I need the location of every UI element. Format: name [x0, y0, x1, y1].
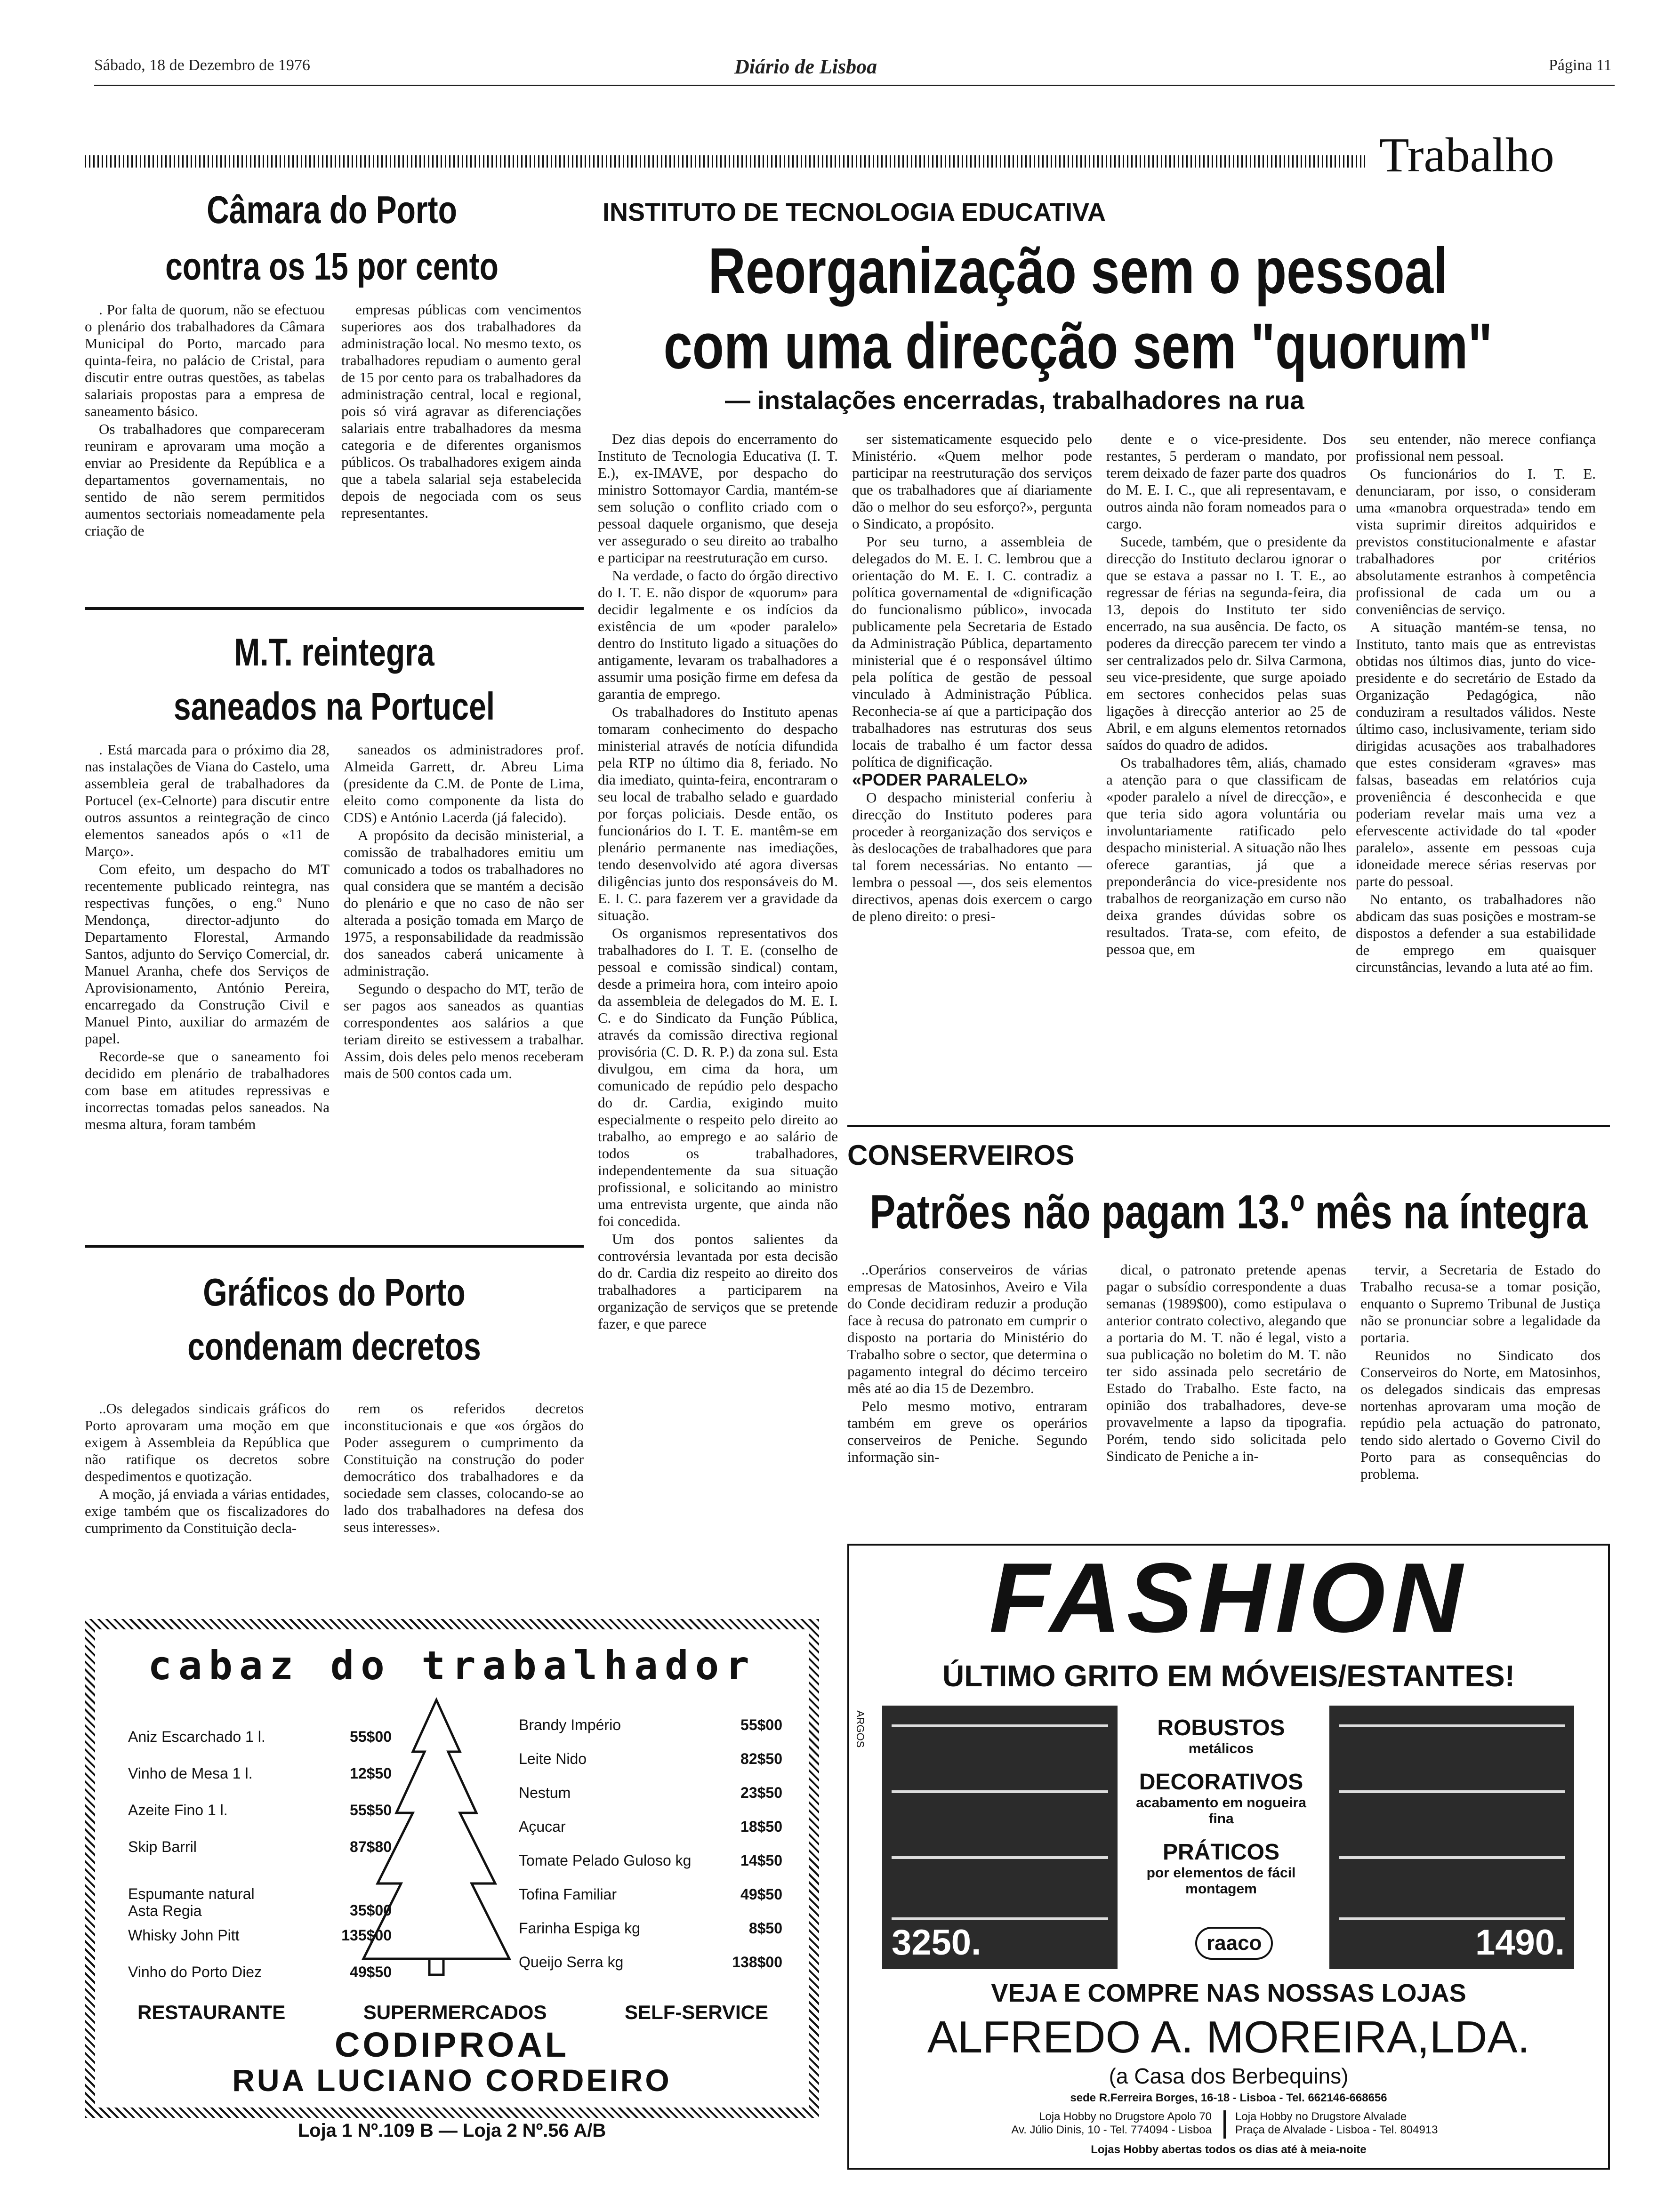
item-price: 55$50: [350, 1802, 392, 1819]
list-item: [519, 1818, 782, 1852]
shelf: [1339, 1917, 1565, 1920]
ad-cabaz-list-left: [128, 1728, 392, 2000]
paragraph: A moção, já enviada a várias entidades, exige também que os fiscalizadores do cumprimento da Constituição decla-: [85, 1486, 330, 1536]
ad-fashion-title: FASHION: [989, 1542, 1468, 1653]
ad-cabaz-list-right: [519, 1716, 782, 1988]
divider: [1223, 2110, 1226, 2139]
ad-fashion-features: [1122, 1715, 1320, 1897]
ad-cabaz-title: cabaz do trabalhador: [148, 1643, 756, 1689]
ad-cabaz-brand: CODIPROAL: [335, 2025, 569, 2064]
item-name: Tomate Pelado Guloso kg: [519, 1852, 692, 1869]
shelf: [1339, 1856, 1565, 1859]
item-name: Tofina Familiar: [519, 1886, 617, 1903]
shelf: [892, 1724, 1108, 1727]
paragraph: saneados os administradores prof. Almeida Garrett, dr. Abreu Lima (presidente da C.M. de Ponte de Lima, eleito como componente da lista do CDS) e António Lacerda (já falecido).: [344, 741, 584, 825]
conserveiros-kicker: CONSERVEIROS: [847, 1139, 1075, 1171]
paragraph: Um dos pontos salientes da controvérsia levantada por esta decisão do dr. Cardia diz respeito ao direito dos trabalhadores a participarem na organização de serviços que se pretende fazer, e que parece: [598, 1231, 838, 1332]
masthead-rule: [94, 85, 1615, 86]
list-item: [128, 1802, 392, 1838]
item-price: 55$00: [350, 1728, 392, 1745]
shelf-photo-left: [882, 1706, 1118, 1969]
ad-fashion-side-label: ARGOS: [854, 1710, 866, 1748]
ad-cabaz: [85, 1619, 819, 2118]
mt-headline-2: saneados na Portucel: [173, 684, 495, 728]
graficos-headline-2: condenam decretos: [187, 1324, 481, 1368]
list-item: [128, 1765, 392, 1802]
shelf: [1339, 1724, 1565, 1727]
camara-col-2: [341, 301, 581, 593]
ite-col-4: [1356, 431, 1596, 1184]
paragraph: dente e o vice-presidente. Dos restantes, 5 perderam o mandato, por terem deixado de fazer parte dos quadros do M. E. I. C., que ali representavam, e outros ainda não foram nomeados para o cargo.: [1106, 431, 1346, 532]
conserveiros-col-2: [1106, 1261, 1346, 1563]
paragraph: ..Os delegados sindicais gráficos do Porto aprovaram uma moção em que exigem à Assembleia da República que não ratifique os decretos sobre despedimentos e quotização.: [85, 1400, 330, 1484]
ite-subtitle: — instalações encerradas, trabalhadores na rua: [725, 386, 1304, 415]
paragraph: ser sistematicamente esquecido pelo Ministério. «Quem melhor pode participar na reestruturação dos serviços que os trabalhadores que aí diariamente dão o melhor do seu esforço?», pergunta o Sindicato, a propósito.: [852, 431, 1092, 532]
masthead-paper: Diário de Lisboa: [734, 55, 877, 78]
paragraph: Recorde-se que o saneamento foi decidido em plenário de trabalhadores com base em atitudes repressivas e incorrectas tomadas pelos saneados. Na mesma altura, foram também: [85, 1048, 330, 1132]
list-item: [128, 1964, 392, 2000]
ad-cabaz-street: RUA LUCIANO CORDEIRO: [232, 2063, 672, 2098]
paragraph: No entanto, os trabalhadores não abdicam das suas posições e mostram-se dispostos a defender a sua estabilidade de emprego em quaisquer circunstâncias, levando a luta até ao fim.: [1356, 891, 1596, 975]
paragraph: Dez dias depois do encerramento do Instituto de Tecnologia Educativa (I. T. E.), ex-IMAVE, por despacho do ministro Sottomayor Cardia, mantém-se sem solução o conflito criado com o pessoal daquele organismo, que deseja ver assegurado o seu direito ao trabalho e participar na reestruturação em curso.: [598, 431, 838, 566]
item-name: Brandy Império: [519, 1716, 621, 1733]
ite-col-2: [852, 431, 1092, 1184]
divider: [847, 1125, 1610, 1127]
item-price: 18$50: [740, 1818, 782, 1835]
paragraph: A propósito da decisão ministerial, a comissão de trabalhadores emitiu um comunicado a todos os trabalhadores no qual considera que se mantém a decisão do plenário e que no caso de não ser alterada a posição tomada em Março de 1975, a responsabilidade da readmissão dos saneados caberá unicamente à administração.: [344, 827, 584, 979]
list-item: [128, 1838, 392, 1875]
ad-fashion-loja2: [1235, 2110, 1579, 2137]
camara-headline-2: contra os 15 por cento: [165, 244, 499, 288]
graficos-col-1: [85, 1400, 330, 1598]
ad-fashion-company-sub: (a Casa dos Berbequins): [1109, 2064, 1349, 2088]
paragraph: seu entender, não merece confiança profissional nem pessoal.: [1356, 431, 1596, 464]
masthead-page: Página 11: [1549, 56, 1612, 74]
list-item: [519, 1750, 782, 1784]
ad-fashion-loja1: [868, 2110, 1212, 2137]
ite-col-1: [598, 431, 838, 1579]
shelf: [892, 1856, 1108, 1859]
feature-big: PRÁTICOS: [1162, 1840, 1279, 1865]
ad-fashion-tagline: ÚLTIMO GRITO EM MÓVEIS/ESTANTES!: [942, 1659, 1515, 1693]
ite-subhead: «PODER PARALELO»: [852, 770, 1028, 789]
ad-cabaz-inner: [95, 1629, 809, 2108]
list-item: [128, 1728, 392, 1765]
camara-headline-1: Câmara do Porto: [207, 187, 457, 232]
item-price: 49$50: [740, 1886, 782, 1903]
list-item: [519, 1954, 782, 1988]
paragraph: Na verdade, o facto do órgão directivo do I. T. E. não dispor de «quorum» para decidir legalmente e os indícios da existência de um «poder paralelo» dentro do Instituto ligado a situações do antigamente, levaram os trabalhadores a assumir uma posição firme em defesa da garantia de emprego.: [598, 567, 838, 702]
ad-fashion-cta: VEJA E COMPRE NAS NOSSAS LOJAS: [991, 1979, 1466, 2007]
item-price: 49$50: [350, 1964, 392, 1980]
paragraph: Os organismos representativos dos trabalhadores do I. T. E. (conselho de pessoal e comissão sindical) contam, desde a primeira hora, com inteiro apoio da assembleia de delegados do M. E. I. C. e do Sindicato da Função Pública, através da comissão directiva regional provisória (C. D. R. P.) da zona sul. Esta divulgou, em cima da hora, um comunicado de repúdio pelo despacho do dr. Cardia, exigindo muito especialmente o respeito pelo direito ao trabalho, ao emprego e ao salário de todos os trabalhadores, independentemente da sua situação profissional, e solicitando ao ministro uma entrevista urgente, que ainda não foi concedida.: [598, 925, 838, 1229]
list-item: [519, 1784, 782, 1818]
list-item: [519, 1920, 782, 1954]
paragraph: dical, o patronato pretende apenas pagar o subsídio correspondente a duas semanas (1989$00), como estipulava o anterior contrato colectivo, alegando que a portaria do M. T. não é legal, visto a sua publicação no boletim do M. T. não ter sido assinada pelo secretário de Estado do Trabalho. Este facto, na opinião dos trabalhadores, deve-se provavelmente a lapso da tipografia. Porém, tendo sido solicitada pelo Sindicato de Peniche a in-: [1106, 1261, 1346, 1464]
item-price: 138$00: [732, 1954, 782, 1971]
section-hatch-bar: [85, 155, 1365, 168]
item-name: Farinha Espiga kg: [519, 1920, 640, 1937]
conserveiros-col-3: [1360, 1261, 1601, 1563]
ad-fashion-hours: Lojas Hobby abertas todos os dias até à meia-noite: [1091, 2143, 1367, 2156]
paragraph: empresas públicas com vencimentos superiores aos dos trabalhadores da administração local. No mesmo texto, os trabalhadores repudiam o aumento geral de 15 por cento para os trabalhadores da administração central, local e regional, pois só virá agravar as diferenciações salariais entre trabalhadores da mesma categoria e de diferentes organismos públicos. Os trabalhadores exigem ainda que a tabela salarial seja estabelecida depois de negociada com os seus representantes.: [341, 301, 581, 521]
list-item: [128, 1875, 392, 1927]
paragraph: Pelo mesmo motivo, entraram também em greve os operários conserveiros de Peniche. Segundo informação sin-: [847, 1398, 1087, 1465]
tag: RESTAURANTE: [137, 2001, 286, 2023]
paragraph: Os funcionários do I. T. E. denunciaram, por isso, o consideram uma «manobra orquestrada» tendo em vista suprimir direitos adquiridos e previstos constitucionalmente e afastar trabalhadores por critérios absolutamente estranhos à competência profissional de cada um ou a conveniências de serviço.: [1356, 465, 1596, 617]
item-price: 87$80: [350, 1838, 392, 1855]
paragraph: O despacho ministerial conferiu à direcção do Instituto poderes para proceder à reorganização dos serviços e às deslocações de trabalhadores que para tal forem necessárias. No entanto — lembra o pessoal —, dos seis elementos directivos, apenas dois exercem o cargo de pleno direito: o presi-: [852, 789, 1092, 924]
conserveiros-headline: Patrões não pagam 13.º mês na íntegra: [869, 1185, 1588, 1239]
feature-small: metálicos: [1188, 1741, 1254, 1756]
paragraph: Reunidos no Sindicato dos Conserveiros do Norte, em Matosinhos, os delegados sindicais das empresas nortenhas aprovaram uma moção de repúdio pela actuação do patronato, tendo sido alertado o Governo Civil do Porto para as consequências do problema.: [1360, 1347, 1601, 1482]
ad-fashion-price-right: 1490.: [1475, 1923, 1565, 1963]
shelf: [1339, 1790, 1565, 1793]
paragraph: Com efeito, um despacho do MT recentemente publicado reintegra, nas respectivas funções, o eng.º Nuno Mendonça, director-adjunto do Departamento Florestal, Armando Santos, adjunto do Serviço Comercial, dr. Manuel Aranha, chefe dos Serviços de Aprovisionamento, António Pereira, encarregado da Construção Civil e Manuel Pinto, auxiliar do armazém de papel.: [85, 861, 330, 1047]
tag: SELF-SERVICE: [625, 2001, 768, 2023]
loja2-address: Praça de Alvalade - Lisboa - Tel. 804913: [1235, 2124, 1438, 2136]
shelf: [892, 1917, 1108, 1920]
list-item: [519, 1852, 782, 1886]
item-price: 14$50: [740, 1852, 782, 1869]
paragraph: Os trabalhadores que compareceram reuniram e aprovaram uma moção a enviar ao Presidente da República e a departamentos governamentais, no sentido de não serem permitidos aumentos sectoriais nomeadamente pela criação de: [85, 421, 325, 539]
divider: [85, 1245, 584, 1248]
graficos-headline-1: Gráficos do Porto: [203, 1270, 466, 1314]
paragraph: tervir, a Secretaria de Estado do Trabalho recusa-se a tomar posição, enquanto o Supremo Tribunal de Justiça não se pronunciar sobre a legalidade da portaria.: [1360, 1261, 1601, 1346]
item-name: Vinho do Porto Diez: [128, 1964, 262, 1980]
item-name: Nestum: [519, 1784, 571, 1801]
mt-headline-1: M.T. reintegra: [234, 630, 434, 674]
ite-headline-1: Reorganização sem o pessoal: [708, 234, 1448, 307]
ad-fashion-sede: sede R.Ferreira Borges, 16-18 - Lisboa - Tel. 662146-668656: [1070, 2092, 1387, 2104]
tag: SUPERMERCADOS: [363, 2001, 547, 2023]
item-price: 55$00: [740, 1716, 782, 1733]
ad-fashion: [847, 1544, 1610, 2170]
feature-big: ROBUSTOS: [1157, 1715, 1285, 1740]
item-price: 82$50: [740, 1750, 782, 1767]
paragraph: Por seu turno, a assembleia de delegados do M. E. I. C. lembrou que a orientação do M. E. I. C. contradiz a política governamental de «dignificação do funcionalismo público», invocada publicamente pela Secretaria de Estado da Administração Pública, departamento ministerial que é o responsável último pela política de gestão de pessoal vinculado à Administração Pública. Reconhecia-se aí que a participação dos trabalhadores nas estruturas dos seus locais de trabalho é um factor dessa política de dignificação.: [852, 533, 1092, 770]
item-name: Whisky John Pitt: [128, 1927, 240, 1944]
item-name: Skip Barril: [128, 1838, 197, 1855]
item-name: Vinho de Mesa 1 l.: [128, 1765, 253, 1782]
ad-fashion-brand-small: raaco: [1195, 1927, 1273, 1960]
paragraph: Sucede, também, que o presidente da direcção do Instituto declarou ignorar o que se estava a passar no I. T. E., ao regressar de férias na segunda-feira, dia 13, depois do Instituto ter sido encerrado, na sua ausência. De facto, os poderes da direcção parecem ter vindo a ser centralizados pelo dr. Silva Carmona, seu vice-presidente, que surge apoiado em sectores conhecidos pelas suas ligações à direcção anterior ao 25 de Abril, e em alguns elementos retornados saídos do quadro de adidos.: [1106, 533, 1346, 753]
paragraph: rem os referidos decretos inconstitucionais e que «os órgãos do Poder assegurem o cumprimento da Constituição na construção do poder democrático dos trabalhadores e da sociedade sem classes, colocando-se ao lado dos trabalhadores na defesa dos seus interesses».: [344, 1400, 584, 1535]
paragraph: . Por falta de quorum, não se efectuou o plenário dos trabalhadores da Câmara Municipal do Porto, marcado para quinta-feira, no palácio de Cristal, para discutir entre outras questões, as tabelas salariais propostas para a empresa de saneamento básico.: [85, 301, 325, 419]
item-name: Açucar: [519, 1818, 566, 1835]
loja1-name: Loja Hobby no Drugstore Apolo 70: [1039, 2110, 1212, 2123]
ad-fashion-price-left: 3250.: [892, 1923, 981, 1963]
item-price: 8$50: [748, 1920, 782, 1937]
graficos-col-2: [344, 1400, 584, 1598]
paragraph: Segundo o despacho do MT, terão de ser pagos aos saneados as quantias correspondentes aos salários a que teriam direito se estivessem a trabalhar. Assim, dois deles pelo menos receberam mais de 500 contos cada um.: [344, 980, 584, 1082]
loja2-name: Loja Hobby no Drugstore Alvalade: [1235, 2110, 1407, 2123]
list-item: [519, 1716, 782, 1750]
list-item: [128, 1927, 392, 1964]
list-item: [519, 1886, 782, 1920]
conserveiros-col-1: [847, 1261, 1087, 1563]
ite-kicker: INSTITUTO DE TECNOLOGIA EDUCATIVA: [603, 198, 1106, 226]
shelf-photo-right: [1329, 1706, 1574, 1969]
paragraph: . Está marcada para o próximo dia 28, nas instalações de Viana do Castelo, uma assembleia geral de trabalhadores da Portucel (ex-Celnorte) para discutir entre outros assuntos a reintegração de cinco elementos saneados após o «11 de Março».: [85, 741, 330, 859]
paragraph: ..Operários conserveiros de várias empresas de Matosinhos, Aveiro e Vila do Conde decidiram reduzir a produção face à recusa do patronato em cumprir o disposto na portaria do Ministério do Trabalho sobre o sector, que determina o pagamento integral do décimo terceiro mês até ao dia 15 de Dezembro.: [847, 1261, 1087, 1396]
item-name: Espumante natural Asta Regia: [128, 1885, 255, 1919]
ad-fashion-company: ALFREDO A. MOREIRA,LDA.: [927, 2012, 1530, 2062]
ad-cabaz-tags: [137, 2001, 768, 2024]
mt-col-2: [344, 741, 584, 1221]
item-price: 135$00: [341, 1927, 392, 1944]
item-price: 23$50: [740, 1784, 782, 1801]
paragraph: Os trabalhadores têm, aliás, chamado a atenção para o que classificam de «poder paralelo a nível de direcção», e que teria sido agora voluntária ou involuntariamente ratificado pelo despacho ministerial. A situação não lhes oferece garantias, já que a preponderância do vice-presidente nos trabalhos de reorganização em curso não deixa grandes dúvidas sobre os resultados. Trata-se, com efeito, de pessoa que, em: [1106, 754, 1346, 957]
feature-small: acabamento em nogueira fina: [1136, 1795, 1306, 1827]
masthead-date: Sábado, 18 de Dezembro de 1976: [94, 56, 310, 74]
divider: [85, 607, 584, 610]
section-title: Trabalho: [1379, 128, 1554, 182]
feature-big: DECORATIVOS: [1139, 1770, 1303, 1795]
item-name: Aniz Escarchado 1 l.: [128, 1728, 265, 1745]
item-price: 35$00: [350, 1902, 392, 1919]
item-price: 12$50: [350, 1765, 392, 1782]
loja1-address: Av. Júlio Dinis, 10 - Tel. 774094 - Lisboa: [1011, 2124, 1212, 2136]
item-name: Azeite Fino 1 l.: [128, 1802, 228, 1819]
camara-col-1: [85, 301, 325, 593]
ad-cabaz-stores: Loja 1 Nº.109 B — Loja 2 Nº.56 A/B: [298, 2120, 606, 2141]
ite-col-3: [1106, 431, 1346, 1184]
paragraph: A situação mantém-se tensa, no Instituto, tanto mais que as entrevistas obtidas nos últimos dias, junto do vice-presidente e do secretário de Estado da Organização Pedagógica, não conduziram a resultados válidos. Neste último caso, inclusivamente, teriam sido dirigidas acusações aos trabalhadores que estes consideram «graves» mas falsas, baseadas em relatórios cuja proveniência é desconhecida e que poderiam revelar mais uma vez a efervescente actividade do tal «poder paralelo», assente em pessoas cuja idoneidade merece sérias reservas por parte do pessoal.: [1356, 619, 1596, 890]
item-name: Leite Nido: [519, 1750, 587, 1767]
shelf: [892, 1790, 1108, 1793]
paragraph: Os trabalhadores do Instituto apenas tomaram conhecimento do despacho ministerial através de notícia difundida pela RTP no último dia 8, feriado. No dia imediato, quinta-feira, encontraram o seu local de trabalho selado e guardado por forças policiais. Desde então, os funcionários do I. T. E. mantêm-se em plenário permanente nas imediações, tendo desenvolvido até agora diversas diligências junto dos responsáveis do M. E. I. C. para fazerem ver a gravidade da situação.: [598, 704, 838, 923]
feature-small: por elementos de fácil montagem: [1146, 1865, 1296, 1897]
ite-headline-2: com uma direcção sem "quorum": [663, 310, 1493, 383]
mt-col-1: [85, 741, 330, 1221]
item-name: Queijo Serra kg: [519, 1954, 624, 1971]
